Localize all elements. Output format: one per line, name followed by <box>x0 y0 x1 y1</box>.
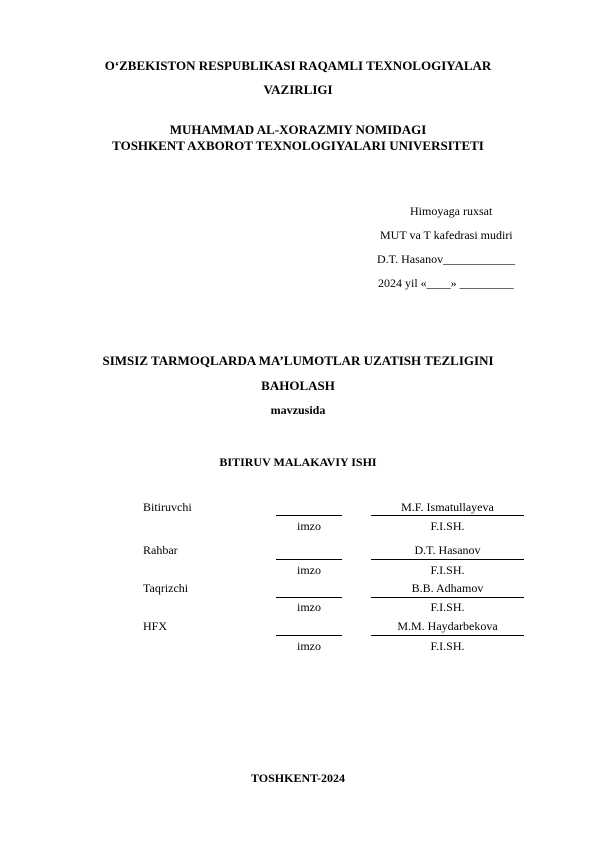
name-caption: F.I.SH. <box>430 563 465 577</box>
university-line-2: TOSHKENT AXBOROT TEXNOLOGIYALARI UNIVERSITETI <box>112 138 484 153</box>
approval-signer: D.T. Hasanov____________ <box>377 252 516 266</box>
signature-caption: imzo <box>297 639 321 653</box>
ministry-line-1: O‘ZBEKISTON RESPUBLIKASI RAQAMLI TEXNOLOGIYALAR <box>104 58 492 73</box>
name-line <box>371 635 524 636</box>
name-value: D.T. Hasanov <box>414 543 481 557</box>
signature-caption: imzo <box>297 563 321 577</box>
name-value: M.F. Ismatullayeva <box>401 500 494 514</box>
name-line <box>371 515 524 516</box>
signature-caption: imzo <box>297 519 321 533</box>
name-line <box>371 597 524 598</box>
role-label: Taqrizchi <box>143 581 189 595</box>
signature-caption: imzo <box>297 600 321 614</box>
topic-line-1: SIMSIZ TARMOQLARDA MA’LUMOTLAR UZATISH TEZLIGINI <box>102 353 494 368</box>
signature-line <box>276 515 342 516</box>
name-value: M.M. Haydarbekova <box>397 619 498 633</box>
topic-line-2: BAHOLASH <box>261 378 335 393</box>
signature-line <box>276 635 342 636</box>
signature-line <box>276 559 342 560</box>
name-value: B.B. Adhamov <box>411 581 484 595</box>
name-caption: F.I.SH. <box>430 519 465 533</box>
work-type: BITIRUV MALAKAVIY ISHI <box>219 455 377 469</box>
ministry-line-2: VAZIRLIGI <box>263 82 333 97</box>
signature-line <box>276 597 342 598</box>
topic-suffix: mavzusida <box>270 403 326 417</box>
name-line <box>371 559 524 560</box>
role-label: Bitiruvchi <box>143 500 192 514</box>
approval-title: Himoyaga ruxsat <box>410 204 493 218</box>
approval-date: 2024 yil «____» _________ <box>378 276 514 290</box>
name-caption: F.I.SH. <box>430 600 465 614</box>
footer-city-year: TOSHKENT-2024 <box>250 771 346 785</box>
role-label: Rahbar <box>143 543 178 557</box>
role-label: HFX <box>143 619 168 633</box>
university-line-1: MUHAMMAD AL-XORAZMIY NOMIDAGI <box>169 122 427 137</box>
name-caption: F.I.SH. <box>430 639 465 653</box>
approval-position: MUT va T kafedrasi mudiri <box>380 228 513 242</box>
